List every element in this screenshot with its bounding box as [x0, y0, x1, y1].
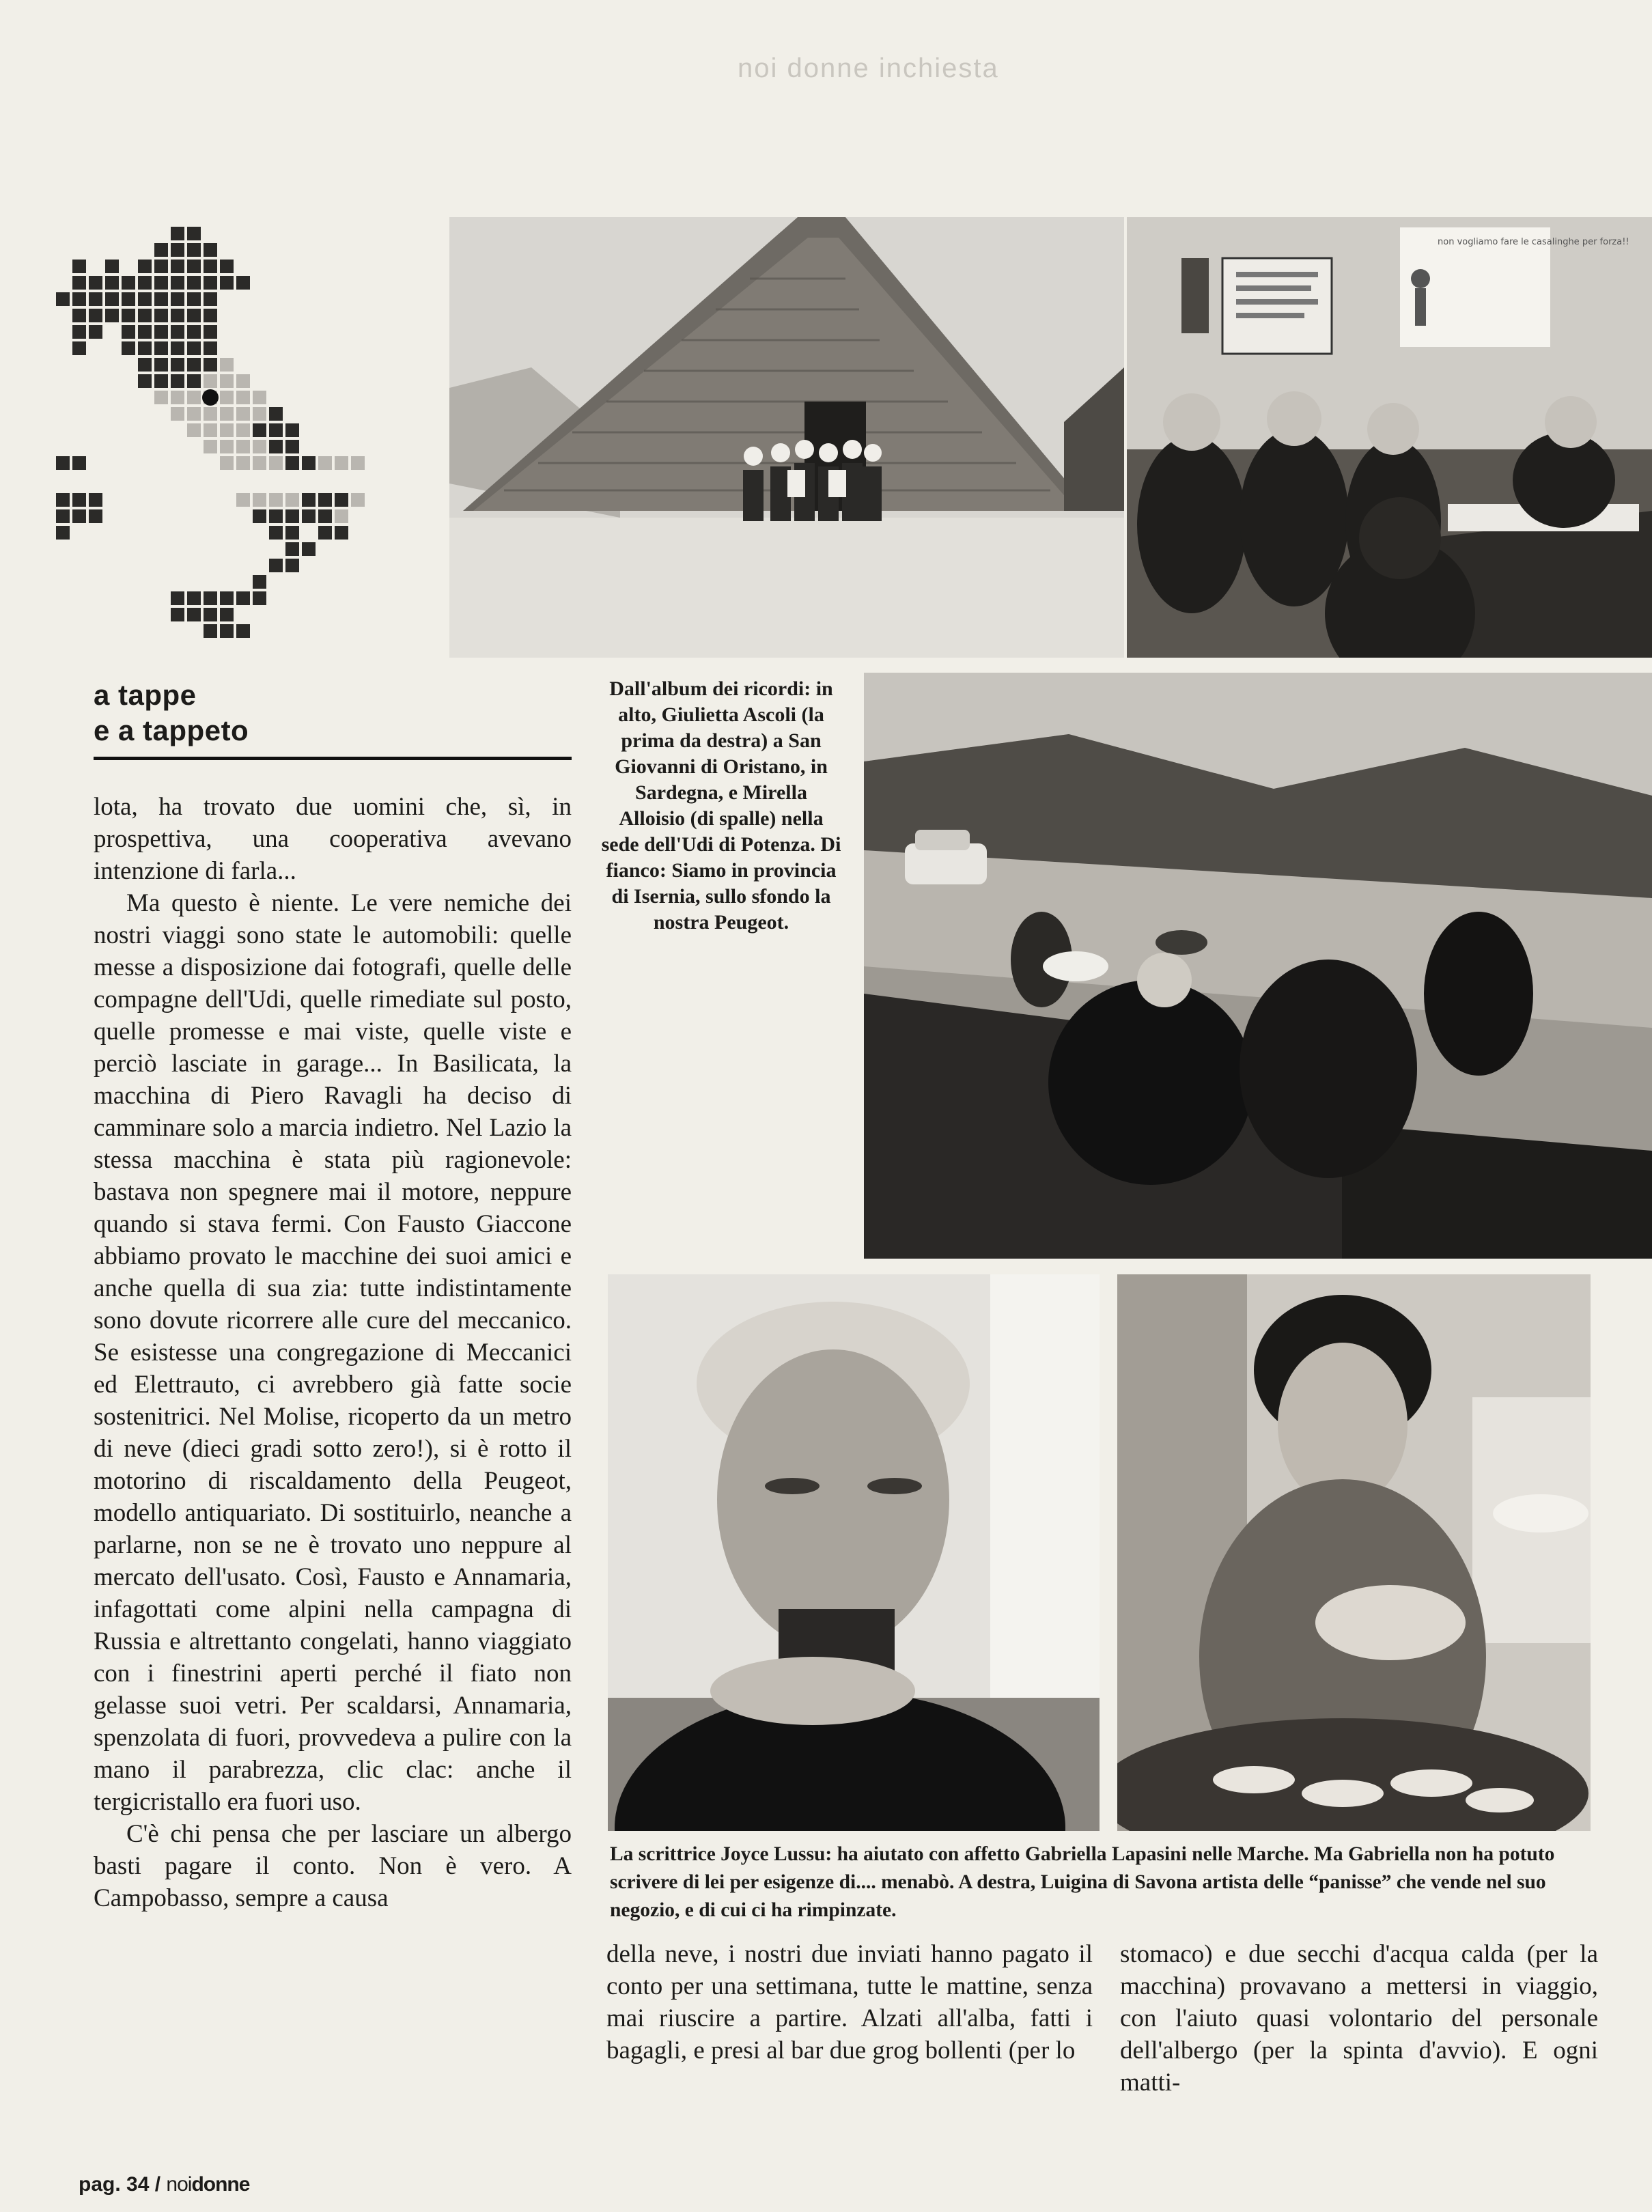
map-tile: [253, 575, 266, 589]
map-tile: [154, 276, 168, 290]
map-tile: [72, 292, 86, 306]
magazine-name: [166, 2173, 249, 2196]
map-tile: [56, 292, 70, 306]
map-tile: [236, 276, 250, 290]
body-paragraph: stomaco) e due secchi d'acqua calda (per la macchina) provavano a mettersi in viaggio, con l'aiuto quasi volontario del personale dell'albergo (per la spinta d'avvio). E ogni matti-: [1120, 1940, 1598, 2097]
map-tile: [187, 325, 201, 339]
italy-pixel-map: [48, 219, 437, 669]
map-tile: [236, 407, 250, 421]
map-tile: [56, 456, 70, 470]
photo-thatched-hut: [449, 217, 1124, 658]
magazine-name-a: noi: [166, 2173, 192, 2196]
caption-album: Dall'album dei ricordi: in alto, Giulietta Ascoli (la prima da destra) a San Giovanni di Oristano, in Sardegna, e Mirella Alloisio (di spalle) nella sede dell'Udi di Potenza. Di fianco: Siamo in provincia di Isernia, sullo sfondo la nostra Peugeot.: [601, 677, 841, 934]
map-tile: [187, 309, 201, 322]
map-tile: [154, 260, 168, 273]
map-tile: [187, 243, 201, 257]
map-tile: [269, 456, 283, 470]
map-tile: [122, 292, 135, 306]
map-tile: [236, 456, 250, 470]
map-tile: [204, 292, 217, 306]
map-tile: [220, 440, 234, 453]
map-tile: [187, 292, 201, 306]
map-tile: [105, 260, 119, 273]
map-tile: [269, 440, 283, 453]
map-tile: [236, 391, 250, 404]
map-tile: [253, 509, 266, 523]
page-footer: [79, 2173, 249, 2196]
map-tile: [187, 358, 201, 372]
map-tile: [138, 341, 152, 355]
map-tile: [285, 423, 299, 437]
map-tile: [154, 309, 168, 322]
map-tile: [72, 309, 86, 322]
map-tile: [236, 624, 250, 638]
map-tile: [138, 309, 152, 322]
map-tile: [89, 292, 102, 306]
map-tile: [138, 374, 152, 388]
map-tile: [138, 276, 152, 290]
map-tile: [56, 526, 70, 540]
map-tile: [171, 358, 184, 372]
map-tile: [154, 325, 168, 339]
map-tile: [187, 608, 201, 621]
map-tile: [253, 423, 266, 437]
map-marker-icon: [202, 389, 219, 406]
poster-text: non vogliamo fare le casalinghe per forza!!: [1438, 237, 1629, 247]
section-title-line-1: a tappe: [94, 679, 197, 711]
map-tile: [318, 456, 332, 470]
caption-lussu: La scrittrice Joyce Lussu: ha aiutato con affetto Gabriella Lapasini nelle Marche. Ma Gabriella non ha potuto scrivere di lei per esigenze di.... menabò. A destra, Luigina di Savona artista delle “panisse” che vende nel suo negozio, e di cui ci ha rimpinzate.: [610, 1843, 1555, 1921]
map-tile: [187, 260, 201, 273]
photo-isernia-road: [864, 673, 1652, 1259]
map-tile: [72, 493, 86, 507]
map-tile: [335, 456, 348, 470]
map-tile: [236, 591, 250, 605]
body-column-middle: [606, 1938, 1093, 2067]
map-tile: [171, 292, 184, 306]
map-tile: [335, 509, 348, 523]
map-tile: [236, 440, 250, 453]
body-paragraph: della neve, i nostri due inviati hanno pagato il conto per una settimana, tutte le mattine, senza mai riuscire a partire. Alzati all'alba, fatti i bagagli, e presi al bar due grog bollenti (per lo: [606, 1940, 1093, 2064]
map-tile: [138, 260, 152, 273]
map-tile: [187, 227, 201, 240]
map-tile: [171, 227, 184, 240]
map-tile: [220, 608, 234, 621]
map-tile: [285, 559, 299, 572]
body-paragraph: Ma questo è niente. Le vere nemiche dei nostri viaggi sono state le automobili: quelle messe a disposizione dai fotografi, quelle delle compagne dell'Udi, quelle rimediate sul posto, quelle promesse e mai viste, quelle viste e perciò lasciate in garage... In Basilicata, la macchina di Piero Ravagli ha deciso di camminare solo a marcia indietro. Nel Lazio la stessa macchina è stata più ragionevole: bastava non spegnere mai il motore, neppure quando si stava fermi. Con Fausto Giaccone abbiamo provato le macchine dei suoi amici e anche quella di sua zia: tutte indistintamente sono dovute ricorrere alle cure del meccanico. Se esistesse una congregazione di Meccanici ed Elettrauto, ci avrebbero già fatte socie sostenitrici. Nel Molise, ricoperto da un metro di neve (dieci gradi sotto zero!), si è rotto il motorino di riscaldamento della Peugeot, modello antiquariato. Di sostituirlo, neanche a parlarne, non se ne è trovato uno neppure al mercato dell'usato. Così, Fausto e Annamaria, infagottati come alpini nella campagna di Russia e altrettanto congelati, hanno viaggiato con i finestrini aperti perché il fiato non gelasse suoi vetri. Per scaldarsi, Annamaria, spenzolata di fuori, provvedeva a pulire con la mano il parabrezza, clic clac: anche il tergicristallo era fuori uso.: [94, 889, 572, 1816]
map-tile: [269, 407, 283, 421]
body-column-left: [94, 791, 572, 1914]
magazine-name-b: donne: [191, 2173, 250, 2196]
map-tile: [89, 509, 102, 523]
map-tile: [138, 292, 152, 306]
map-tile: [171, 243, 184, 257]
map-tile: [220, 423, 234, 437]
map-tile: [204, 309, 217, 322]
map-tile: [138, 358, 152, 372]
map-tile: [187, 591, 201, 605]
map-tile: [285, 440, 299, 453]
map-tile: [187, 341, 201, 355]
map-tile: [171, 276, 184, 290]
footer-separator: /: [154, 2173, 161, 2196]
map-tile: [138, 325, 152, 339]
map-tile: [220, 624, 234, 638]
map-tile: [72, 509, 86, 523]
map-tile: [204, 358, 217, 372]
map-tile: [318, 509, 332, 523]
photo-isernia-road-image: [864, 673, 1652, 1259]
map-tile: [318, 493, 332, 507]
body-column-right: [1120, 1938, 1598, 2099]
body-paragraph: C'è chi pensa che per lasciare un albergo basti pagare il conto. Non è vero. A Campobasso, sempre a causa: [94, 1820, 572, 1912]
map-tile: [236, 423, 250, 437]
map-tile: [171, 391, 184, 404]
map-tile: [253, 440, 266, 453]
map-tile: [154, 358, 168, 372]
map-tile: [204, 374, 217, 388]
map-tile: [56, 493, 70, 507]
map-tile: [220, 391, 234, 404]
map-tile: [187, 407, 201, 421]
map-tile: [204, 341, 217, 355]
map-tile: [187, 374, 201, 388]
map-tile: [269, 493, 283, 507]
map-tile: [236, 374, 250, 388]
map-tile: [253, 456, 266, 470]
map-tile: [204, 591, 217, 605]
map-tile: [204, 440, 217, 453]
map-tile: [171, 608, 184, 621]
body-paragraph: lota, ha trovato due uomini che, sì, in prospettiva, una cooperativa avevano intenzione di farla...: [94, 793, 572, 885]
section-title-line-2: e a tappeto: [94, 714, 249, 746]
photo-luigina-image: [1117, 1274, 1591, 1831]
running-head: noi donne inchiesta: [738, 53, 999, 83]
section-title: [94, 677, 572, 748]
map-tile: [204, 260, 217, 273]
map-tile: [72, 456, 86, 470]
map-tile: [171, 591, 184, 605]
section-rule: [94, 757, 572, 760]
map-tile: [236, 493, 250, 507]
map-tile: [122, 325, 135, 339]
map-tile: [187, 423, 201, 437]
map-tile: [253, 391, 266, 404]
map-tile: [154, 374, 168, 388]
map-tile: [154, 391, 168, 404]
photo-joyce-lussu: [608, 1274, 1100, 1831]
map-tile: [204, 608, 217, 621]
map-tile: [220, 374, 234, 388]
map-tile: [187, 391, 201, 404]
map-tile: [220, 591, 234, 605]
map-tile: [285, 509, 299, 523]
map-tile: [204, 624, 217, 638]
photo-luigina: [1117, 1274, 1591, 1831]
map-tile: [56, 509, 70, 523]
map-tile: [171, 309, 184, 322]
map-tile: [89, 309, 102, 322]
map-tile: [105, 309, 119, 322]
map-tile: [269, 509, 283, 523]
map-tile: [171, 325, 184, 339]
map-tile: [204, 243, 217, 257]
map-tile: [220, 407, 234, 421]
map-tile: [187, 276, 201, 290]
map-tile: [204, 325, 217, 339]
photo-udi-office-image: [1127, 217, 1652, 658]
map-tile: [318, 526, 332, 540]
map-tile: [285, 493, 299, 507]
map-tile: [269, 423, 283, 437]
map-tile: [89, 276, 102, 290]
map-tile: [269, 526, 283, 540]
map-tile: [302, 493, 316, 507]
map-tile: [204, 276, 217, 290]
map-tile: [253, 493, 266, 507]
map-tile: [335, 526, 348, 540]
map-tile: [285, 526, 299, 540]
map-tile: [204, 407, 217, 421]
map-tile: [302, 542, 316, 556]
map-tile: [105, 292, 119, 306]
photo-thatched-hut-image: [449, 217, 1124, 658]
map-tile: [72, 260, 86, 273]
map-tile: [171, 341, 184, 355]
photo-udi-office: [1127, 217, 1652, 658]
map-tile: [122, 341, 135, 355]
map-tile: [72, 276, 86, 290]
map-tile: [171, 260, 184, 273]
map-tile: [105, 276, 119, 290]
map-tile: [351, 456, 365, 470]
map-tile: [302, 456, 316, 470]
italy-pixel-map-graphic: [48, 219, 437, 669]
map-tile: [204, 423, 217, 437]
map-tile: [122, 276, 135, 290]
photo-joyce-lussu-image: [608, 1274, 1100, 1831]
map-tile: [302, 509, 316, 523]
map-tile: [351, 493, 365, 507]
map-tile: [154, 243, 168, 257]
map-tile: [269, 559, 283, 572]
map-tile: [220, 276, 234, 290]
map-tile: [335, 493, 348, 507]
map-tile: [89, 325, 102, 339]
map-tile: [89, 493, 102, 507]
map-tile: [122, 309, 135, 322]
map-tile: [253, 591, 266, 605]
map-tile: [285, 456, 299, 470]
map-tile: [171, 374, 184, 388]
map-tile: [72, 341, 86, 355]
map-tile: [154, 341, 168, 355]
page-number: pag. 34: [79, 2173, 150, 2196]
map-tile: [154, 292, 168, 306]
map-tile: [220, 260, 234, 273]
map-tile: [285, 542, 299, 556]
map-tile: [253, 407, 266, 421]
map-tile: [220, 456, 234, 470]
map-tile: [72, 325, 86, 339]
map-tile: [171, 407, 184, 421]
map-tile: [220, 358, 234, 372]
